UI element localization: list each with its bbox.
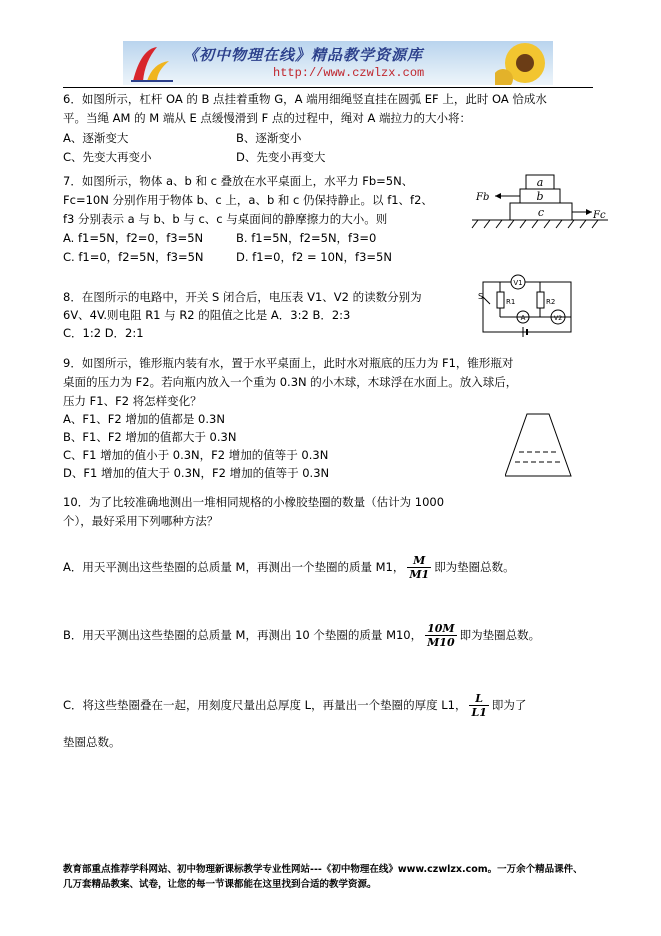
q9-option-a: A、F1、F2 增加的值都是 0.3N: [63, 412, 225, 426]
force-fb-label: Fb: [476, 192, 490, 203]
block-b-label: b: [536, 190, 544, 203]
sunflower-image: [495, 41, 553, 85]
resistor-r1-label: R1: [506, 298, 516, 306]
page-footer: [63, 862, 603, 892]
q10-option-c-text: C．将这些垫圈叠在一起，用刻度尺量出总厚度 L，再量出一个垫圈的厚度 L1，: [63, 698, 467, 712]
voltmeter-v2-label: V2: [553, 314, 563, 322]
q9-option-c: C、F1 增加的值小于 0.3N，F2 增加的值等于 0.3N: [63, 448, 329, 462]
block-a-label: a: [536, 176, 544, 189]
force-fc-label: Fc: [593, 210, 606, 221]
q10-option-b: [63, 620, 540, 650]
fraction-numerator: 10M: [427, 622, 455, 635]
q10-option-a-text: A．用天平测出这些垫圈的总质量 M，再测出一个垫圈的质量 M1，: [63, 560, 405, 574]
q10-option-b-tail: 即为垫圈总数。: [459, 628, 541, 642]
q7-option-c: C. f1=0，f2=5N，f3=5N: [63, 250, 204, 264]
header-rule: [63, 87, 593, 88]
q8-line2: 6V、4V.则电阻 R1 与 R2 的阻值之比是 A．3:2 B．2:3: [63, 308, 351, 322]
q10-line2: 个），最好采用下列哪种方法？: [63, 514, 219, 528]
fraction-l-over-l1: [469, 692, 488, 719]
q6-line1: 6．如图所示，杠杆 OA 的 B 点挂着重物 G，A 端用细绳竖直挂在圆弧 EF 上，此时 OA 恰成水: [63, 92, 547, 106]
q6-option-b: B、逐渐变小: [236, 131, 302, 145]
q7-option-b: B. f1=5N，f2=5N，f3=0: [236, 231, 377, 245]
q10-option-a-tail: 即为垫圈总数。: [434, 560, 515, 574]
q10-option-c-line2: 垫圈总数。: [63, 735, 121, 749]
q6-option-a: A、逐渐变大: [63, 131, 129, 145]
fraction-m-over-m1: [407, 554, 431, 581]
q9-line2: 桌面的压力为 F2。若向瓶内放入一个重为 0.3N 的小木球，木球浮在水面上。放入球后，: [63, 375, 518, 389]
fraction-numerator: M: [407, 554, 431, 568]
q7-option-d: D. f1=0，f2 = 10N，f3=5N: [236, 250, 392, 264]
q9-line1: 9．如图所示，锥形瓶内装有水，置于水平桌面上，此时水对瓶底的压力为 F1，锥形瓶对: [63, 356, 514, 370]
q8-line1: 8．在图所示的电路中，开关 S 闭合后，电压表 V1、V2 的读数分别为: [63, 290, 422, 304]
voltmeter-v1-label: V1: [513, 279, 523, 287]
block-c-label: c: [537, 206, 545, 219]
header-banner: [123, 41, 553, 85]
footer-line1: 教育部重点推荐学科网站、初中物理新课标教学专业性网站---《初中物理在线》www.czwlzx.com。一万余个精品课件、: [63, 864, 583, 875]
q7-line1: 7．如图所示，物体 a、b 和 c 叠放在水平桌面上，水平力 Fb=5N、: [63, 174, 414, 188]
q6-option-c: C、先变大再变小: [63, 150, 152, 164]
q7-option-a: A. f1=5N，f2=0，f3=5N: [63, 231, 204, 245]
q6-line2: 平。当绳 AM 的 M 端从 E 点缓慢滑到 F 点的过程中，绳对 A 端拉力的大小将：: [63, 111, 472, 125]
q10-option-c-tail: 即为了: [491, 698, 527, 712]
banner-title: 《初中物理在线》精品教学资源库: [183, 46, 424, 64]
q10-line1: 10．为了比较准确地测出一堆相同规格的小橡胶垫圈的数量（估计为 1000: [63, 495, 445, 509]
fraction-denominator: L1: [471, 706, 487, 719]
q8-circuit-figure: [478, 272, 578, 340]
site-logo: [123, 41, 183, 85]
fraction-denominator: M10: [427, 636, 455, 649]
q10-option-b-text: B．用天平测出这些垫圈的总质量 M，再测出 10 个垫圈的质量 M10，: [63, 628, 423, 642]
switch-s-label: S: [478, 292, 484, 301]
resistor-r2-label: R2: [546, 298, 556, 306]
q8-line3: C．1:2 D．2:1: [63, 326, 144, 340]
q7-line3: f3 分别表示 a 与 b、b 与 c、c 与桌面间的静摩擦力的大小。则: [63, 212, 388, 226]
fraction-numerator: L: [469, 692, 488, 706]
footer-line2: 几万套精品教案、试卷，让您的每一节课都能在这里找到合适的教学资源。: [63, 879, 377, 890]
q10-option-c: [63, 690, 526, 720]
q10-option-a: [63, 552, 515, 582]
q9-option-b: B、F1、F2 增加的值都大于 0.3N: [63, 430, 237, 444]
q7-blocks-figure: [470, 172, 610, 238]
q9-line3: 压力 F1、F2 将怎样变化？: [63, 394, 202, 408]
ammeter-a-label: A: [520, 314, 526, 322]
q9-option-d: D、F1 增加的值大于 0.3N，F2 增加的值等于 0.3N: [63, 466, 330, 480]
q7-line2: Fc=10N 分别作用于物体 b、c 上，a、b 和 c 仍保持静止。以 f1、f2、: [63, 193, 433, 207]
fraction-denominator: M1: [409, 568, 430, 581]
q6-option-d: D、先变小再变大: [236, 150, 326, 164]
q9-flask-figure: [505, 410, 585, 480]
banner-url[interactable]: http://www.czwlzx.com: [273, 66, 425, 80]
fraction-10m-over-m10: [425, 622, 456, 649]
